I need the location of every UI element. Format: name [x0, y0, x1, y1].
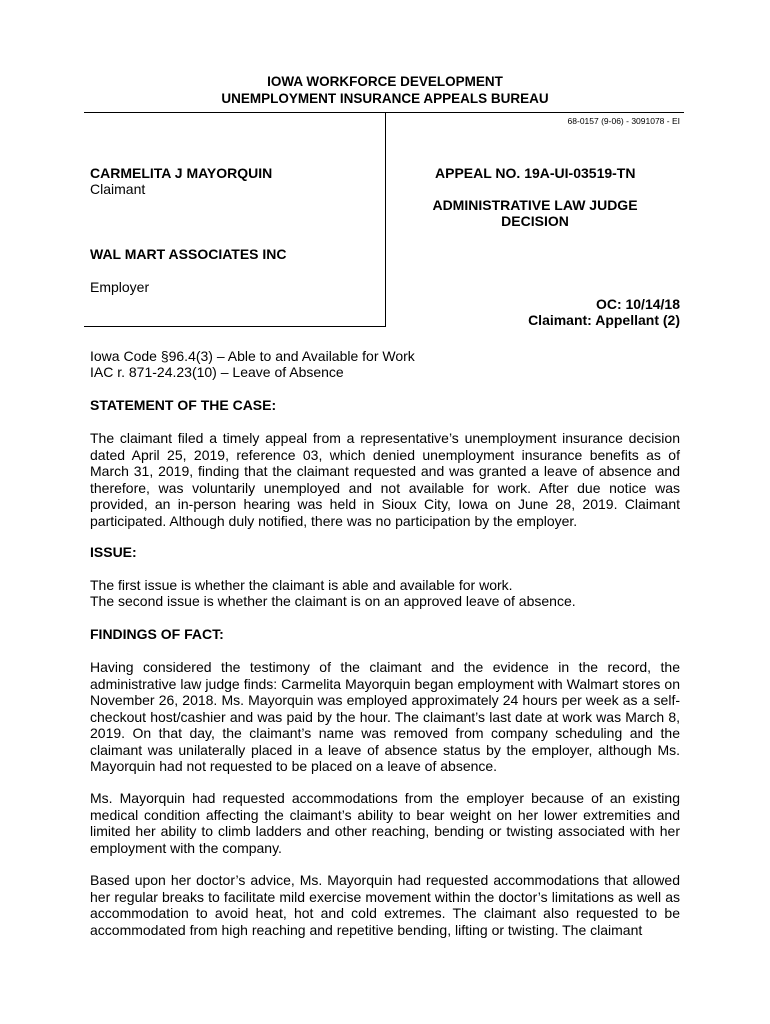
employer-name: WAL MART ASSOCIATES INC [90, 246, 287, 262]
claimant-label: Claimant [90, 181, 146, 197]
issue-heading: ISSUE: [90, 544, 137, 560]
appeal-number: APPEAL NO. 19A-UI-03519-TN [435, 165, 636, 181]
findings-text-3: Based upon her doctor’s advice, Ms. Mayorquin had requested accommodations that allowed her regular breaks to facilitate mild exercise movement within the doctor’s limitations as well as accommodation to avoid heat, hot and cold extremes. The claimant also requested to be accommodated from high reaching and repetitive bending, lifting or twisting. The claimant [90, 872, 680, 938]
citation-iac-rule: IAC r. 871-24.23(10) – Leave of Absence [90, 364, 344, 380]
findings-paragraph-3 [90, 872, 680, 938]
form-number: 68-0157 (9-06) - 3091078 - EI [567, 116, 680, 126]
caption-top-rule [84, 112, 684, 113]
citation-iowa-code: Iowa Code §96.4(3) – Able to and Available for Work [90, 348, 415, 364]
claimant-status: Claimant: Appellant (2) [528, 312, 680, 328]
statement-text: The claimant filed a timely appeal from a representative’s unemployment insurance decision dated April 25, 2019, reference 03, which denied unemployment insurance benefits as of March 31, 2019, finding that the claimant requested and was granted a leave of absence and therefore, was voluntarily unemployed and not available for work. After due notice was provided, an in-person hearing was held in Sioux City, Iowa on June 28, 2019. Claimant participated. Although duly notified, there was no participation by the employer. [90, 430, 680, 529]
findings-text-1: Having considered the testimony of the claimant and the evidence in the record, the administrative law judge finds: Carmelita Mayorquin began employment with Walmart stores on November 26, 2018. Ms. Mayorquin was employed approximately 24 hours per week as a self-checkout host/cashier and was paid by the hour. The claimant’s last date at work was March 8, 2019. On that day, the claimant’s name was removed from company scheduling and the claimant was unilaterally placed in a leave of absence status by the employer, although Ms. Mayorquin had not requested to be placed on a leave of absence. [90, 659, 680, 774]
claimant-name: CARMELITA J MAYORQUIN [90, 165, 273, 181]
issue-line-2: The second issue is whether the claimant is on an approved leave of absence. [90, 593, 576, 609]
employer-label: Employer [90, 279, 150, 295]
findings-heading: FINDINGS OF FACT: [90, 626, 224, 642]
findings-paragraph-2 [90, 790, 680, 856]
statement-paragraph [90, 430, 680, 529]
decision-title-line1: ADMINISTRATIVE LAW JUDGE [432, 197, 638, 213]
bureau-title: UNEMPLOYMENT INSURANCE APPEALS BUREAU [221, 91, 549, 106]
statement-heading: STATEMENT OF THE CASE: [90, 397, 277, 413]
caption-bottom-rule [84, 326, 386, 327]
caption-vertical-rule [385, 112, 386, 326]
agency-title: IOWA WORKFORCE DEVELOPMENT [267, 74, 503, 89]
decision-title-line2: DECISION [501, 213, 569, 229]
findings-paragraph-1 [90, 659, 680, 775]
issue-line-1: The first issue is whether the claimant is able and available for work. [90, 577, 513, 593]
oc-date: OC: 10/14/18 [595, 296, 680, 312]
findings-text-2: Ms. Mayorquin had requested accommodations from the employer because of an existing medical condition affecting the claimant’s ability to bear weight on her lower extremities and limited her ability to climb ladders and other reaching, bending or twisting associated with her employment with the company. [90, 790, 680, 856]
